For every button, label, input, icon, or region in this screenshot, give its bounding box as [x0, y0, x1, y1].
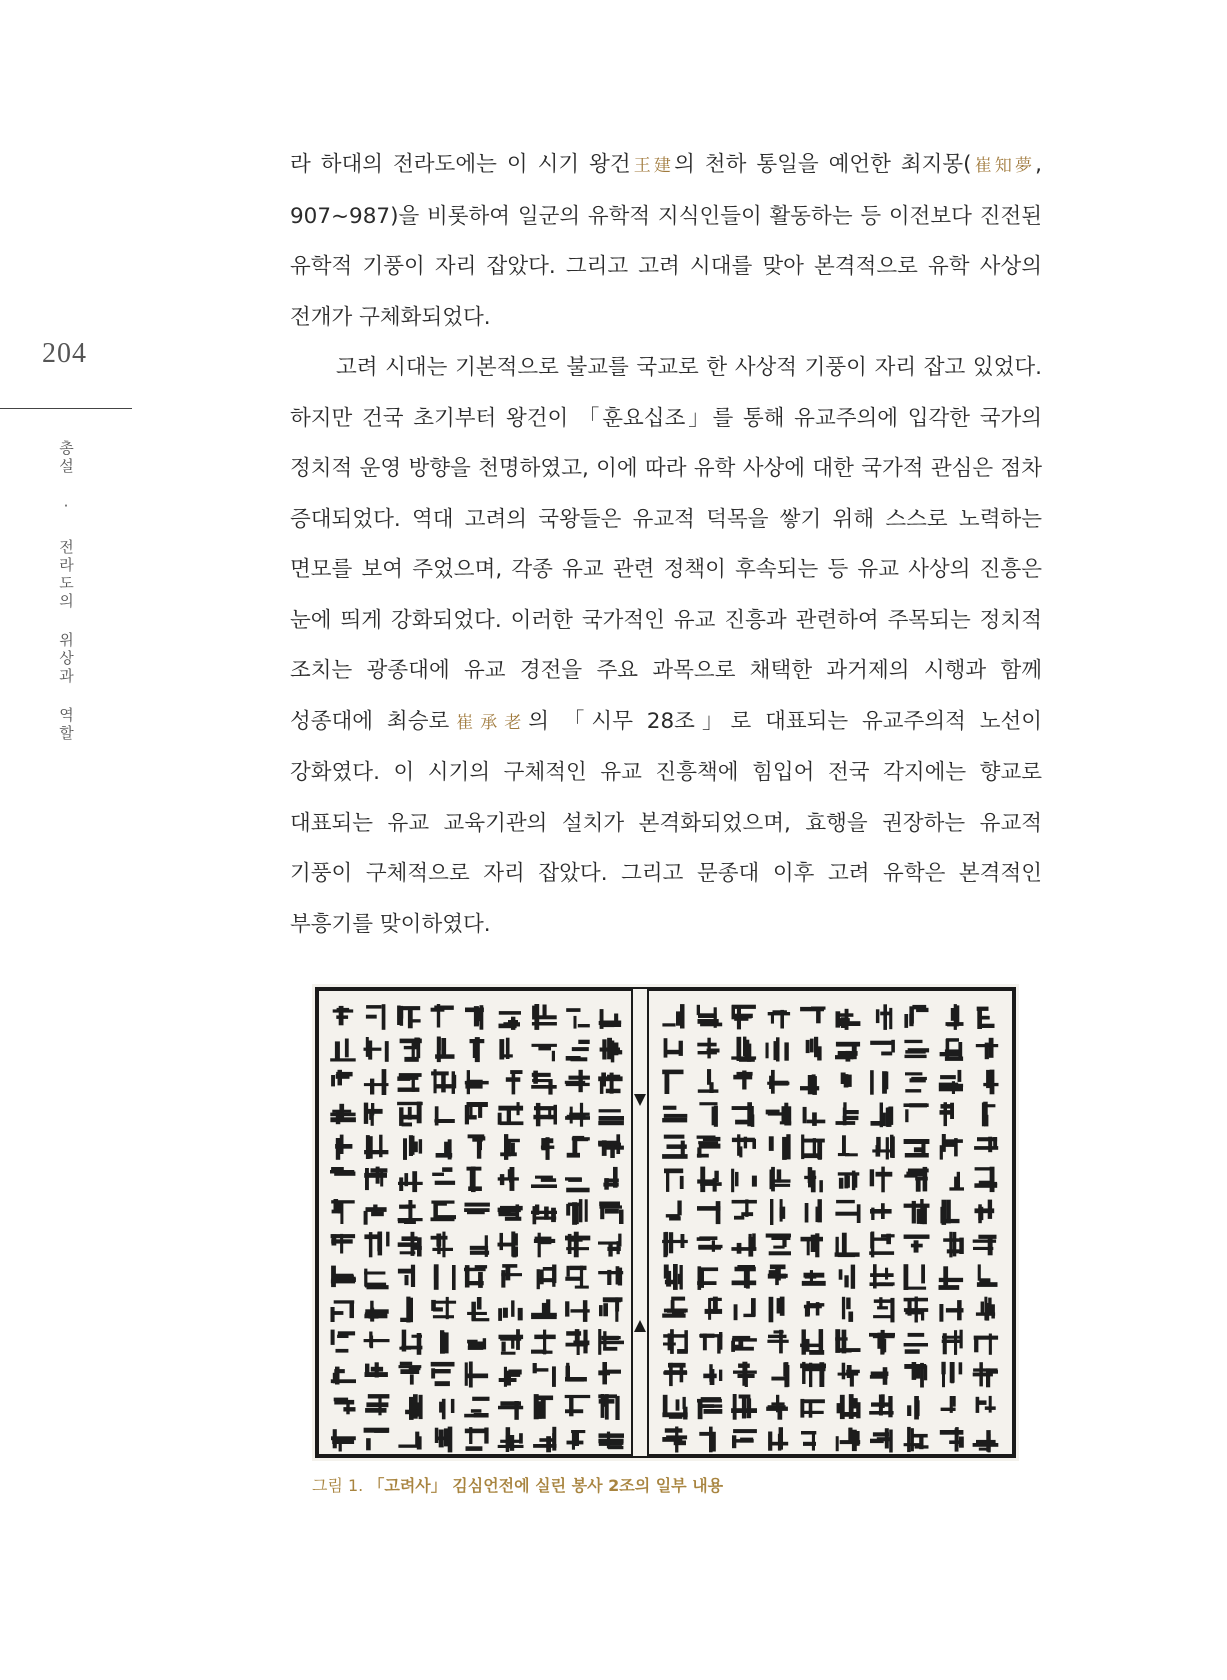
body-text	[290, 140, 1042, 950]
caption-title: 「고려사」 김심언전에 실린 봉사 2조의 일부 내용	[368, 1476, 724, 1495]
paragraph-2	[290, 343, 1042, 950]
paragraph-1-text-a: 라 하대의 전라도에는 이 시기 왕건	[290, 152, 631, 177]
hanja-wang-geon: 王建	[630, 156, 675, 176]
figure-caption	[312, 1473, 723, 1496]
running-section-title: 총설 · 전라도의 위상과 역할	[57, 440, 75, 743]
page-number: 204	[42, 338, 87, 369]
woodblock-text-image	[312, 984, 1019, 1461]
paragraph-2-text-b: 의 「시무 28조」로 대표되는 유교주의적 노선이 강화였다. 이 시기의 구체적인 유교 진흥책에 힘입어 전국 각지에는 향교로 대표되는 유교 교육기관의 설치가 본격화되었으며, 효행을 권장하는 유교적 기풍이 구체적으로 자리 잡았다. 그리고 문종대 이후 고려 유학은 본격적인 부흥기를 맞이하였다.	[290, 708, 1043, 937]
margin-rule	[0, 408, 132, 409]
caption-prefix: 그림 1.	[312, 1476, 364, 1495]
paragraph-1	[290, 140, 1042, 343]
hanja-choi-ji-mong: 崔知夢	[971, 156, 1036, 176]
paragraph-1-text-c: , 907~987)을 비롯하여 일군의 유학적 지식인들이 활동하는 등 이전보다 진전된 유학적 기풍이 자리 잡았다. 그리고 고려 시대를 맞아 본격적으로 유학 사상의 전개가 구체화되었다.	[290, 152, 1042, 330]
hanja-choi-seung-ro: 崔承老	[449, 712, 529, 733]
paragraph-1-text-b: 의 천하 통일을 예언한 최지몽(	[674, 152, 972, 177]
paragraph-2-text-a: 고려 시대는 기본적으로 불교를 국교로 한 사상적 기풍이 자리 잡고 있었다. 하지만 건국 초기부터 왕건이 「훈요십조」를 통해 유교주의에 입각한 국가의 정치적 운영 방향을 천명하였고, 이에 따라 유학 사상에 대한 국가적 관심은 점차 증대되었다. 역대 고려의 국왕들은 유교적 덕목을 쌓기 위해 스스로 노력하는 면모를 보여 주었으며, 각종 유교 관련 정책이 후속되는 등 유교 사상의 진흥은 눈에 띄게 강화되었다. 이러한 국가적인 유교 진흥과 관련하여 주목되는 정치적 조치는 광종대에 유교 경전을 주요 과목으로 채택한 과거제의 시행과 함께 성종대에 최승로	[290, 355, 1042, 734]
